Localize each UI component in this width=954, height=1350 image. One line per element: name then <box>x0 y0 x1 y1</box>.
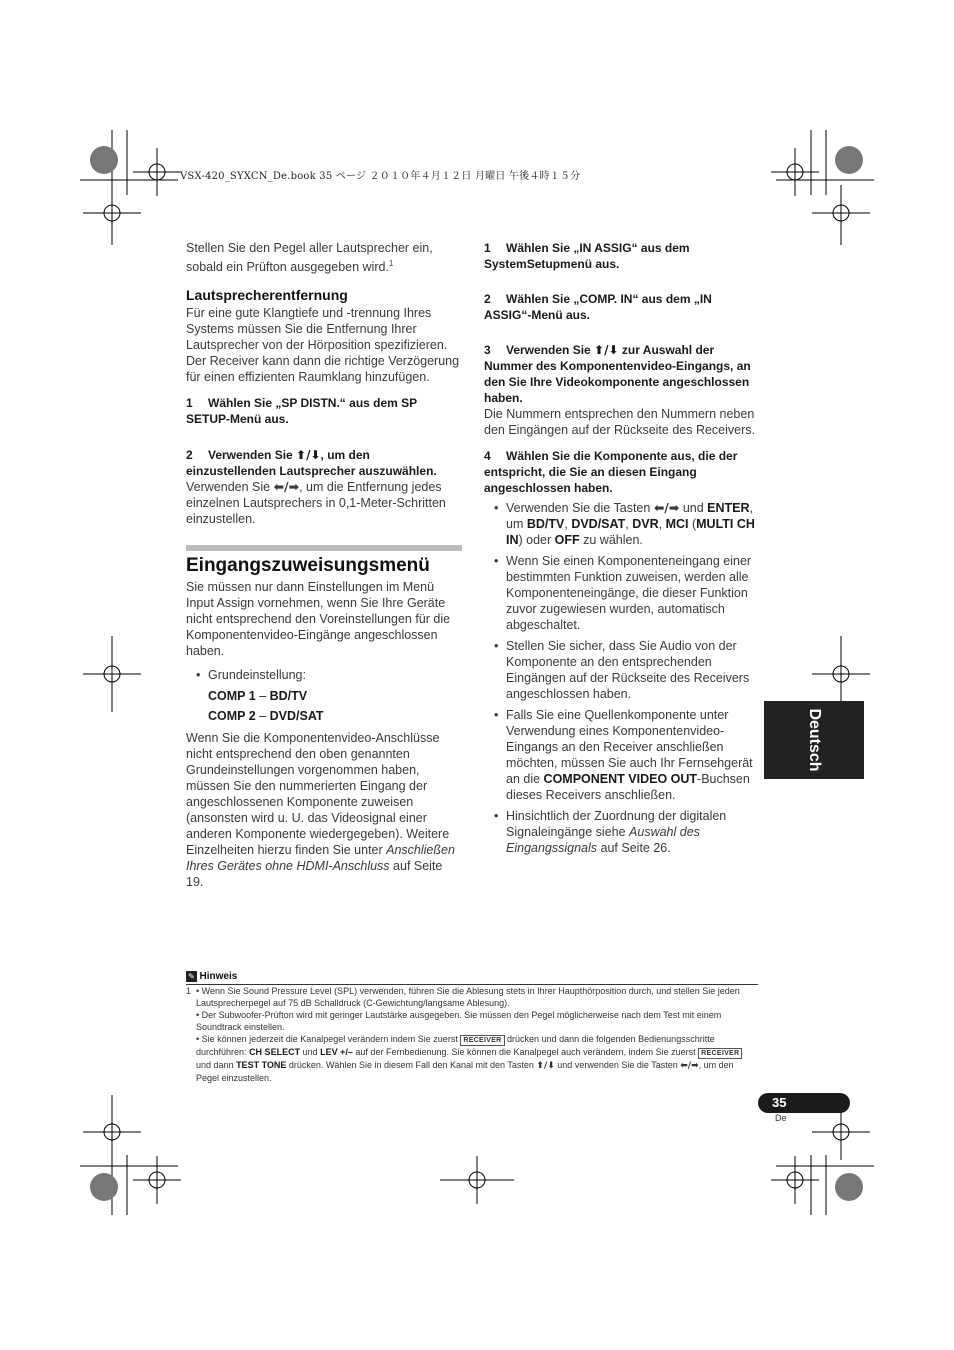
intro-paragraph: Stellen Sie den Pegel aller Lautsprecher ein, sobald ein Prüfton ausgegeben wird.$^1$ <box>186 241 433 275</box>
dist-step-1: 1 Wählen Sie „SP DISTN.“ aus dem SP SETUP-Menü aus. <box>186 396 417 427</box>
note-item-3: • Sie können jederzeit die Kanalpegel verändern indem Sie zuerst RECEIVER drücken und dann die folgenden Bedienungsschritte durchführen: CH SELECT und LEV +/– auf der Fernbedienung. Sie können die Kanalpegel auch verändern, indem Sie zuerst RECEIVER und dann TEST TONE drücken. Wählen Sie in diesem Fall den Kanal mit den Tasten ⬆/⬇ und verwenden Sie die Tasten ⬅/➡, um den Pegel einzustellen. <box>186 1033 758 1084</box>
note-header: ✎ Hinweis <box>186 970 758 983</box>
note-icon: ✎ <box>186 971 197 982</box>
hinweis-note <box>186 970 758 1084</box>
up-down-arrows-icon: ⬆/⬇ <box>536 1061 555 1071</box>
distance-heading: Lautsprecherentfernung <box>186 287 348 304</box>
comp2-default: COMP 2 – DVD/SAT <box>208 709 324 724</box>
assign-step-3-body: Die Nummern entsprechen den Nummern neben den Eingängen auf der Rückseite des Receivers. <box>484 407 755 437</box>
bullet-auto-off: • Wenn Sie einen Komponenteneingang einer bestimmten Funktion zuweisen, werden alle Komponenteneingänge, die dieser Funktion zuvor zugewiesen wurden, automatisch abgeschaltet. <box>484 553 756 633</box>
note-item-1: 1 • Wenn Sie Sound Pressure Level (SPL) verwenden, führen Sie die Ablesung stets in Ihrer Haupthörposition durch, und stellen Sie jeden Lautsprecherpegel auf 75 dB Schalldruck (C-Gewichtung/langsame Ablesung). <box>186 986 740 1008</box>
defaults-list <box>186 667 462 683</box>
bullet-component-out: • Falls Sie eine Quellenkomponente unter Verwendung eines Komponentenvideo-Eingangs an den Receiver anschließen möchten, müssen Sie auch Ihr Fernsehgerät an die COMPONENT VIDEO OUT-Buchsen dieses Receivers anschließen. <box>484 707 756 803</box>
bullet-audio: • Stellen Sie sicher, dass Sie Audio von der Komponente an den entsprechenden Eingängen auf der Rückseite des Receivers angeschlossen haben. <box>484 638 756 702</box>
bullet-digital: • Hinsichtlich der Zuordnung der digitalen Signaleingänge siehe Auswahl des Eingangssignals auf Seite 26. <box>484 808 756 856</box>
page-number: 35 <box>772 1095 787 1110</box>
note-item-2: • Der Subwoofer-Prüfton wird mit geringer Lautstärke ausgegeben. Sie müssen den Pegel möglicherweise nach dem Test mit einem Soundtrack einstellen. <box>196 1010 722 1032</box>
left-column <box>186 240 462 898</box>
section-body: Sie müssen nur dann Einstellungen im Menü Input Assign vornehmen, wenn Sie Ihre Geräte nicht entsprechend den Voreinstellungen für die Komponentenvideo-Eingänge angeschlossen haben. <box>186 580 451 659</box>
assign-step-4: 4 Wählen Sie die Komponente aus, die der entspricht, die Sie an diesen Eingang angeschlossen haben. <box>484 449 738 495</box>
dist-step-2-body: Verwenden Sie ⬅/➡, um die Entfernung jedes einzelnen Lautsprechers in 0,1-Meter-Schritten einzustellen. <box>186 479 446 527</box>
page-language: De <box>775 1113 787 1123</box>
assign-bullets <box>484 500 756 856</box>
section-para-2: Wenn Sie die Komponentenvideo-Anschlüsse nicht entsprechend den oben genannten Grundeinstellungen vorgenommen haben, müssen Sie den nummerierten Eingang der angeschlossenen Komponente zuweisen (ansonsten wird u. U. das Videosignal einer anderen Komponente wiedergegeben). Weitere Einzelheiten hierzu finden Sie unter Anschließen Ihres Gerätes ohne HDMI-Anschluss auf Seite 19. <box>186 731 455 890</box>
left-right-arrows-icon: ⬅/➡ <box>680 1061 699 1071</box>
dist-step-2: 2 Verwenden Sie ⬆/⬇, um den einzustellenden Lautsprecher auszuwählen. <box>186 448 437 479</box>
receiver-button-label: RECEIVER <box>460 1035 504 1046</box>
left-right-arrows-icon: ⬅/➡ <box>653 500 680 515</box>
comp1-default: COMP 1 – BD/TV <box>208 689 308 704</box>
section-title: Eingangszuweisungsmenü <box>186 555 430 577</box>
distance-body: Für eine gute Klangtiefe und -trennung Ihres Systems müssen Sie die Entfernung Ihrer Lautsprecher von der Hörposition spezifizieren. Der Receiver kann dann die richtige Verzögerung für einen effizienten Raumklang hinzufügen. <box>186 306 460 385</box>
assign-step-1: 1 Wählen Sie „IN ASSIG“ aus dem SystemSetupmenü aus. <box>484 241 690 271</box>
up-down-arrows-icon: ⬆/⬇ <box>594 343 619 357</box>
receiver-button-label: RECEIVER <box>698 1048 742 1059</box>
bullet-keys: • Verwenden Sie die Tasten ⬅/➡ und ENTER, um BD/TV, DVD/SAT, DVR, MCI (MULTI CH IN) oder OFF zu wählen. <box>484 500 756 548</box>
assign-step-2: 2 Wählen Sie „COMP. IN“ aus dem „IN ASSIG“-Menü aus. <box>484 292 712 322</box>
section-divider <box>186 545 462 551</box>
assign-step-3: 3 Verwenden Sie ⬆/⬇ zur Auswahl der Nummer des Komponentenvideo-Eingangs, an den Sie Ihre Videokomponente angeschlossen haben. <box>484 343 751 405</box>
language-tab: Deutsch <box>764 701 864 779</box>
defaults-label: • Grundeinstellung: <box>186 667 462 683</box>
up-down-arrows-icon: ⬆/⬇ <box>296 448 321 463</box>
right-column <box>484 240 756 861</box>
left-right-arrows-icon: ⬅/➡ <box>273 479 300 495</box>
book-header: VSX-420_SYXCN_De.book 35 ページ ２０１０年４月１２日 月曜日 午後４時１５分 <box>180 171 581 182</box>
